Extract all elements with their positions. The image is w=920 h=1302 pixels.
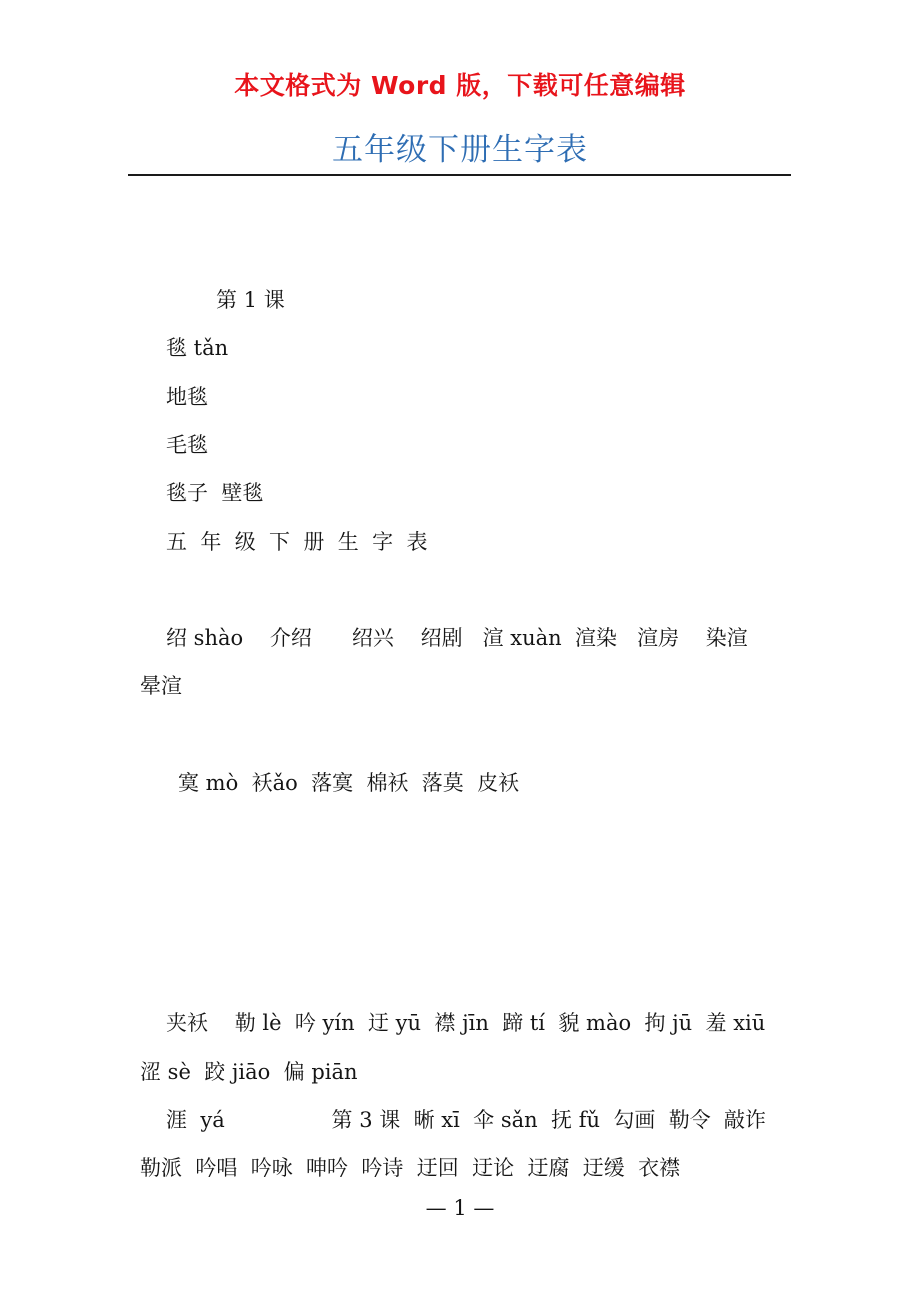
- page-number: — 1 —: [425, 1196, 495, 1220]
- text-line: 毯子 壁毯: [166, 481, 264, 505]
- text-line: 涩 sè 跤 jiāo 偏 piān: [140, 1060, 358, 1084]
- text-line: 夹袄 勒 lè 吟 yín 迂 yū 襟 jīn 蹄 tí 貌 mào 拘 jū 羞 xiū: [166, 1011, 766, 1035]
- lesson-heading: 第 1 课: [216, 288, 285, 312]
- text-line: 毯 tǎn: [166, 336, 229, 360]
- editable-notice-banner: 本文格式为 Word 版，下载可任意编辑: [234, 71, 686, 100]
- text-line: 绍 shào 介绍 绍兴 绍剧 渲 xuàn 渲染 渲房 染渲: [166, 626, 748, 650]
- text-line: 五 年 级 下 册 生 字 表: [166, 530, 428, 554]
- text-line: 晕渲: [140, 674, 182, 698]
- text-line: 毛毯: [166, 433, 208, 457]
- document-title: 五年级下册生字表: [332, 132, 588, 168]
- text-line: 勒派 吟唱 吟咏 呻吟 吟诗 迂回 迂论 迂腐 迂缓 衣襟: [140, 1156, 681, 1180]
- text-line: 涯 yá 第 3 课 晰 xī 伞 sǎn 抚 fǔ 勾画 勒令 敲诈: [166, 1108, 767, 1132]
- text-line: 寞 mò 袄ǎo 落寞 棉袄 落莫 皮袄: [178, 771, 520, 795]
- text-line: 地毯: [166, 385, 208, 409]
- header-divider: [128, 174, 791, 176]
